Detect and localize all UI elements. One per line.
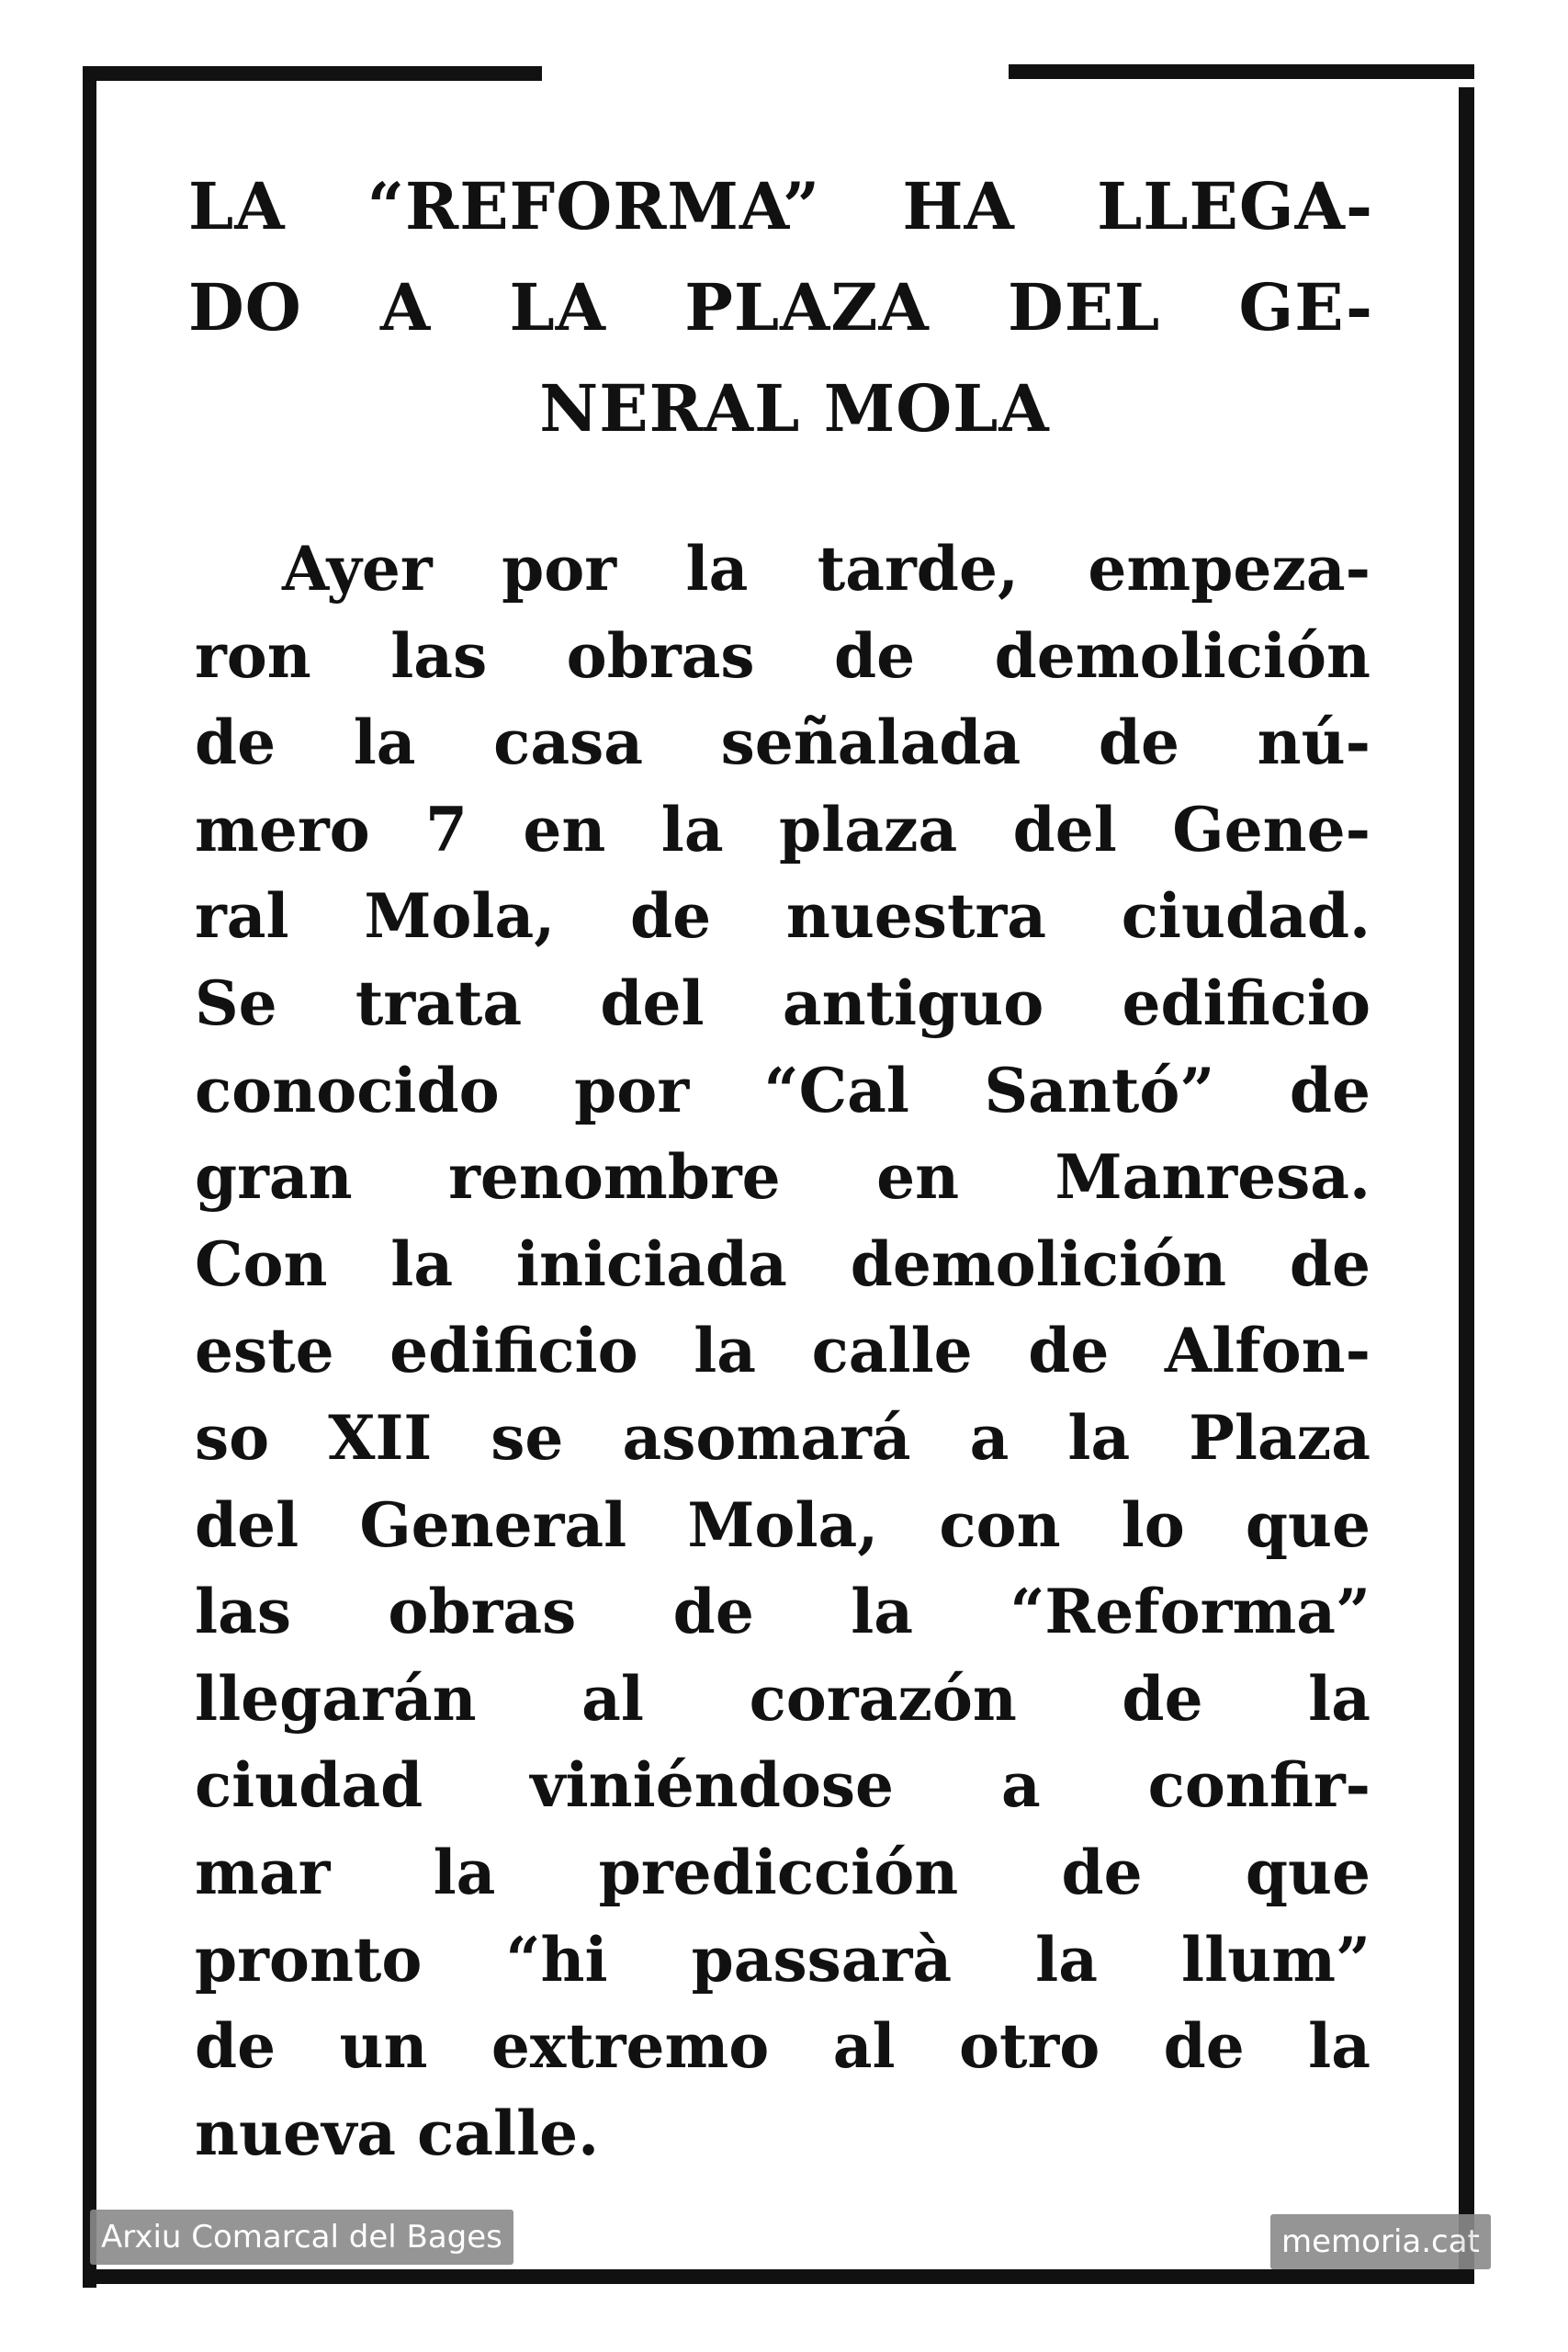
site-watermark: memoria.cat [1270, 2214, 1491, 2269]
body-line: las obras de la “Reforma” [195, 1576, 1371, 1648]
frame-rule-top-left [83, 66, 542, 81]
headline-line: DO A LA PLAZA DEL GE- [188, 269, 1373, 345]
body-line: ral Mola, de nuestra ciudad. [195, 880, 1371, 953]
headline-line: NERAL MOLA [539, 370, 1050, 447]
body-line: ciudad viniéndose a confir- [195, 1749, 1371, 1822]
body-line: Se trata del antiguo edificio [195, 967, 1371, 1039]
body-line: del General Mola, con lo que [195, 1488, 1371, 1561]
body-line: gran renombre en Manresa. [195, 1141, 1371, 1214]
body-line: este edificio la calle de Alfon- [195, 1315, 1371, 1387]
body-line: conocido por “Cal Santó” de [195, 1054, 1371, 1126]
body-line: de la casa señalada de nú- [195, 707, 1371, 779]
body-line: mar la predicción de que [195, 1836, 1371, 1908]
body-line: de un extremo al otro de la [195, 2010, 1371, 2083]
body-line: mero 7 en la plaza del Gene- [195, 793, 1371, 865]
headline-line: LA “REFORMA” HA LLEGA- [188, 168, 1373, 244]
body-line: ron las obras de demolición [195, 619, 1371, 692]
frame-rule-top-right [1009, 64, 1474, 79]
archive-watermark: Arxiu Comarcal del Bages [90, 2210, 513, 2265]
frame-rule-bottom [83, 2269, 1474, 2284]
frame-rule-right [1459, 87, 1474, 2283]
article-headline [188, 156, 1373, 459]
body-line: Con la iniciada demolición de [195, 1227, 1371, 1300]
body-line: so XII se asomará a la Plaza [195, 1401, 1371, 1474]
frame-rule-left [83, 74, 96, 2288]
body-line: llegarán al corazón de la [195, 1662, 1371, 1735]
article-body [195, 526, 1371, 2177]
body-line: nueva calle. [195, 2097, 600, 2169]
body-line: pronto “hi passarà la llum” [195, 1923, 1371, 1996]
body-line: Ayer por la tarde, empeza- [282, 533, 1371, 605]
